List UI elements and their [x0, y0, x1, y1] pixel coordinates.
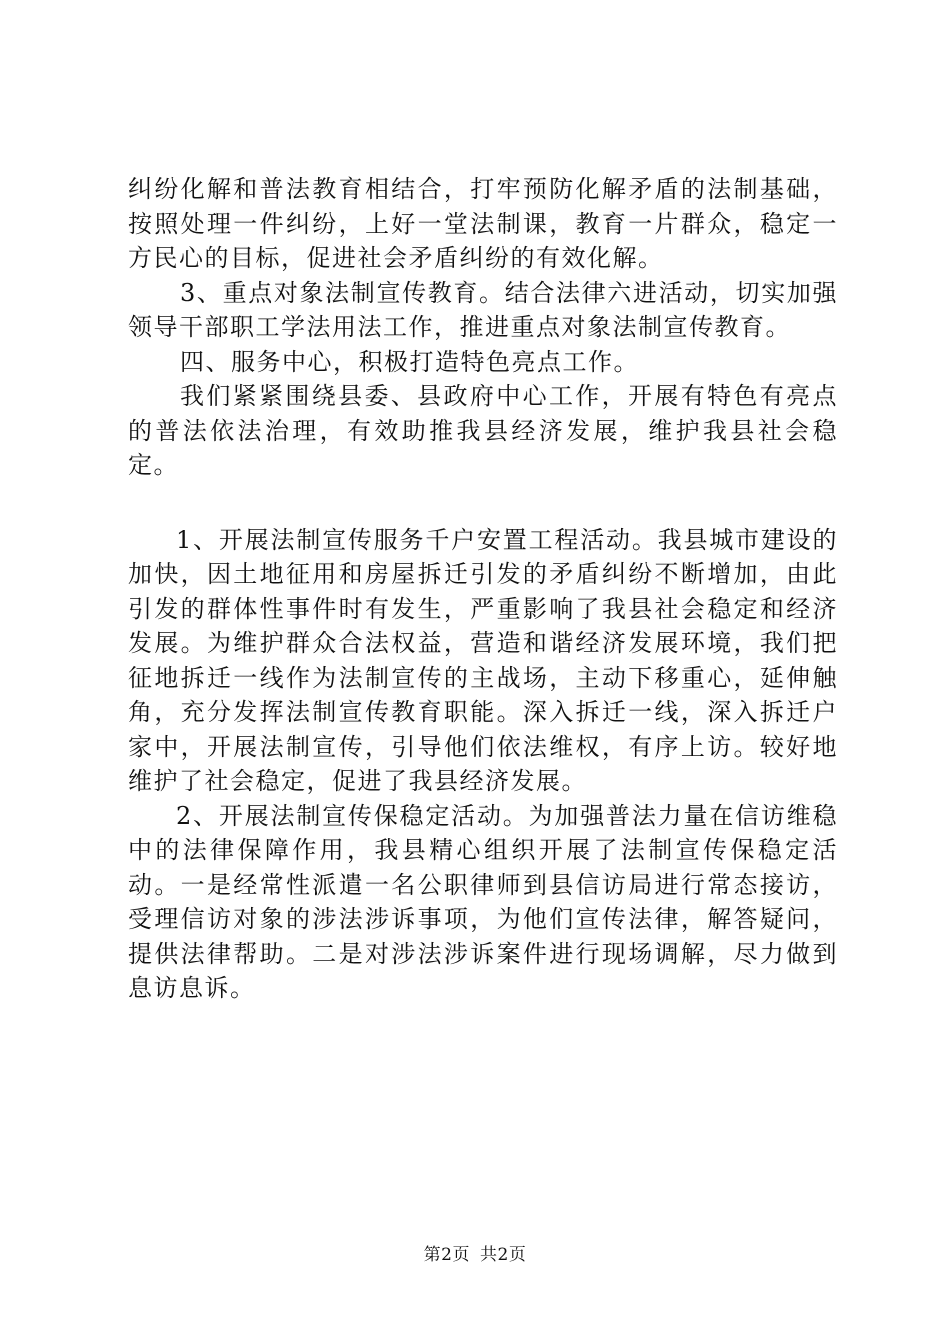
section-heading-4: 四、服务中心，积极打造特色亮点工作。 [180, 347, 639, 376]
paragraph-gap [128, 483, 838, 523]
paragraph-section-intro: 我们紧紧围绕县委、县政府中心工作，开展有特色有亮点的普法依法治理，有效助推我县经济发展，维护我县社会稳定。 [128, 382, 838, 479]
paragraph-item-2: 2、开展法制宣传保稳定活动。为加强普法力量在信访维稳中的法律保障作用，我县精心组织开展了法制宣传保稳定活动。一是经常性派遣一名公职律师到县信访局进行常态接访，受理信访对象的涉法涉诉事项，为他们宣传法律，解答疑问，提供法律帮助。二是对涉法涉诉案件进行现场调解，尽力做到息访息诉。 [128, 801, 838, 1002]
paragraph-item-1: 1、开展法制宣传服务千户安置工程活动。我县城市建设的加快，因土地征用和房屋拆迁引发的矛盾纠纷不断增加，由此引发的群体性事件时有发生，严重影响了我县社会稳定和经济发展。为维护群众合法权益，营造和谐经济发展环境，我们把征地拆迁一线作为法制宣传的主战场，主动下移重心，延伸触角，充分发挥法制宣传教育职能。深入拆迁一线，深入拆迁户家中，开展法制宣传，引导他们依法维权，有序上访。较好地维护了社会稳定，促进了我县经济发展。 [128, 525, 838, 795]
page-total: 共2页 [480, 1245, 527, 1265]
page-footer [0, 1244, 950, 1266]
page-number: 第2页 [423, 1245, 470, 1265]
paragraph-item-3: 3、重点对象法制宣传教育。结合法律六进活动，切实加强领导干部职工学法用法工作，推进重点对象法制宣传教育。 [128, 278, 838, 341]
paragraph-continuation: 纠纷化解和普法教育相结合，打牢预防化解矛盾的法制基础，按照处理一件纠纷，上好一堂法制课，教育一片群众，稳定一方民心的目标，促进社会矛盾纠纷的有效化解。 [128, 175, 838, 272]
document-body [128, 172, 838, 1006]
